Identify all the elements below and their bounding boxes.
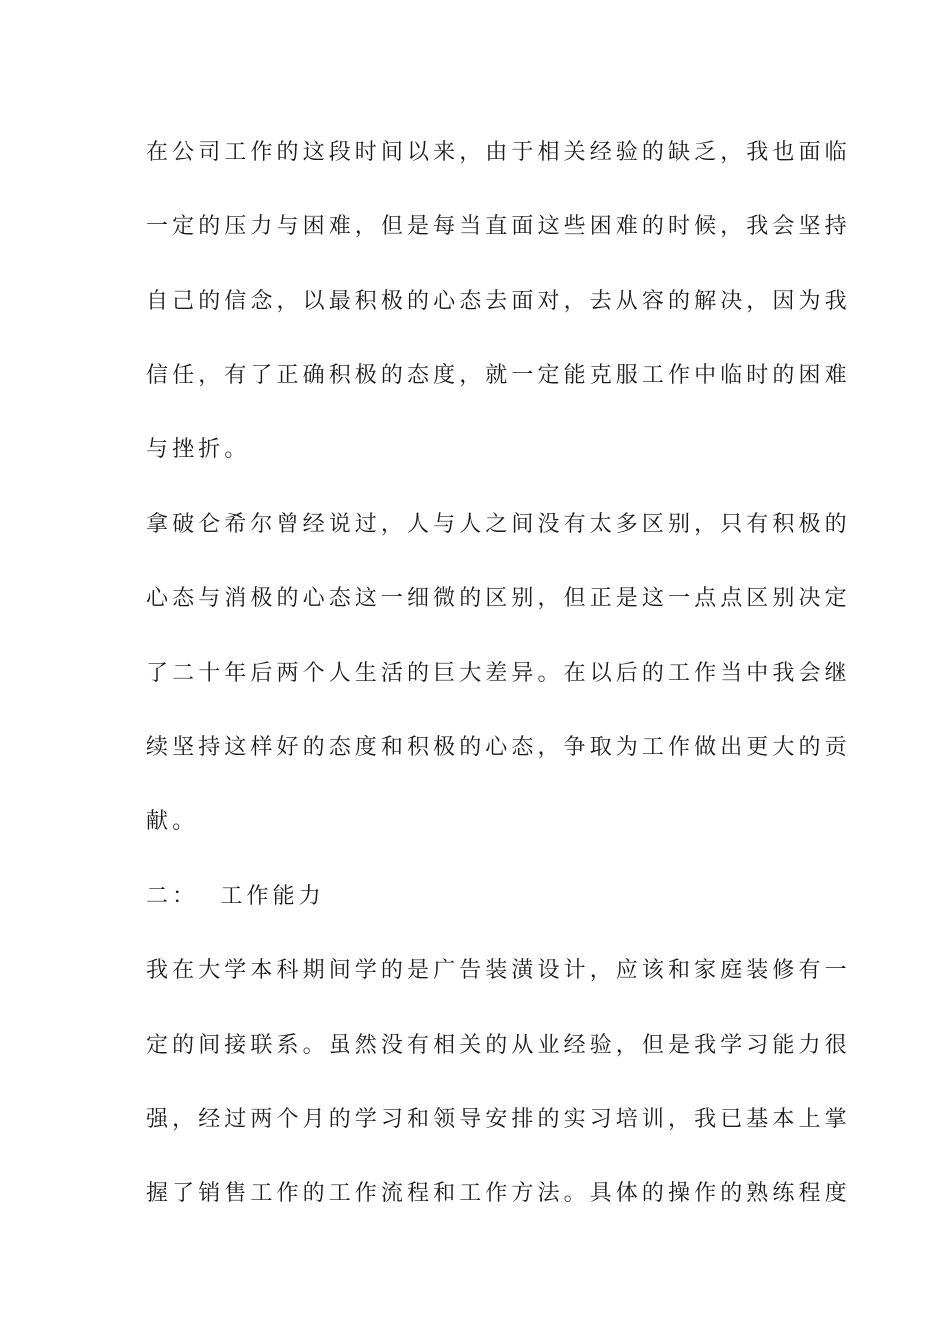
paragraph-1-line-4: 信任，有了正确积极的态度，就一定能克服工作中临时的困难 [146, 363, 851, 388]
paragraph-2-line-1: 拿破仑希尔曾经说过，人与人之间没有太多区别，只有积极的 [146, 512, 851, 537]
paragraph-2-line-5: 献。 [146, 809, 199, 834]
paragraph-2-line-3: 了二十年后两个人生活的巨大差异。在以后的工作当中我会继 [146, 661, 851, 686]
paragraph-1-line-2: 一定的压力与困难，但是每当直面这些困难的时候，我会坚持 [146, 214, 851, 239]
paragraph-1-line-3: 自己的信念，以最积极的心态去面对，去从容的解决，因为我 [146, 289, 851, 314]
paragraph-2-line-4: 续坚持这样好的态度和积极的心态，争取为工作做出更大的贡 [146, 735, 851, 760]
paragraph-1-line-1: 在公司工作的这段时间以来，由于相关经验的缺乏，我也面临 [146, 140, 851, 165]
section-heading: 二： 工作能力 [146, 884, 325, 909]
paragraph-3-line-1: 我在大学本科期间学的是广告装潢设计，应该和家庭装修有一 [146, 958, 851, 983]
paragraph-3-line-3: 强，经过两个月的学习和领导安排的实习培训，我已基本上掌 [146, 1107, 851, 1132]
paragraph-3-line-2: 定的间接联系。虽然没有相关的从业经验，但是我学习能力很 [146, 1033, 851, 1058]
paragraph-3-line-4: 握了销售工作的工作流程和工作方法。具体的操作的熟练程度 [146, 1181, 851, 1206]
paragraph-2-line-2: 心态与消极的心态这一细微的区别，但正是这一点点区别决定 [146, 586, 851, 611]
paragraph-1-line-5: 与挫折。 [146, 437, 251, 462]
